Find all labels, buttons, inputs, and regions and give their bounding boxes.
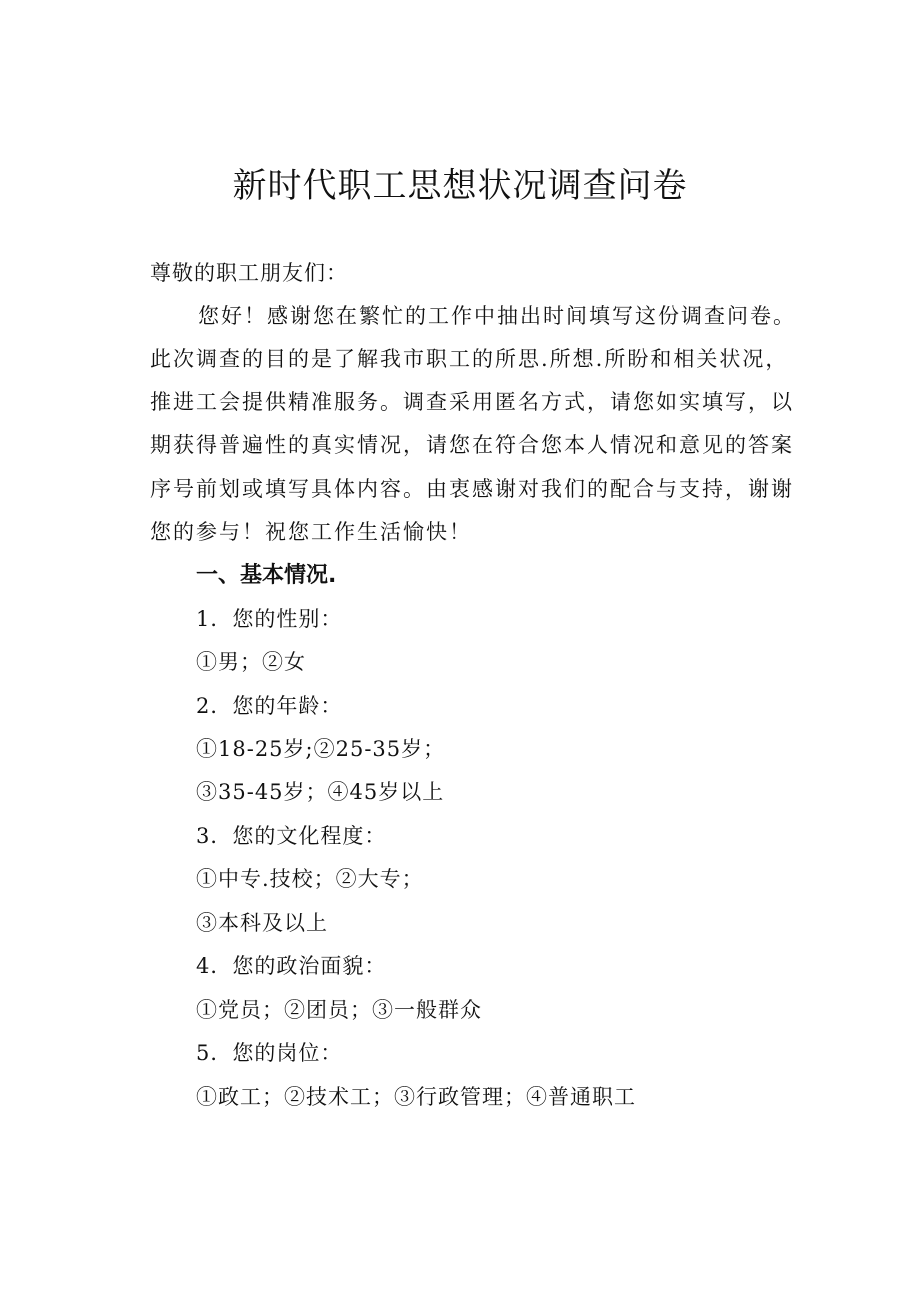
options-education: ①中专.技校；②大专； (196, 867, 424, 891)
options-age: ③35-45岁；④45岁以上 (196, 780, 445, 804)
question-education: 3．您的文化程度： (196, 824, 387, 848)
question-age: 2．您的年龄： (196, 694, 343, 718)
options-position: ①政工；②技术工；③行政管理；④普通职工 (196, 1085, 636, 1109)
question-political-status: 4．您的政治面貌： (196, 954, 387, 978)
intro-line: 您的参与！祝您工作生活愉快！ (150, 520, 472, 544)
intro-line: 此次调查的目的是了解我市职工的所思.所想.所盼和相关状况， (150, 347, 789, 371)
intro-line: 期获得普遍性的真实情况，请您在符合您本人情况和意见的答案 (150, 433, 794, 457)
question-gender: 1．您的性别： (196, 607, 343, 631)
document-title: 新时代职工思想状况调查问卷 (232, 166, 688, 206)
intro-line: 序号前划或填写具体内容。由衷感谢对我们的配合与支持，谢谢 (150, 477, 794, 501)
intro-line: 推进工会提供精准服务。调查采用匿名方式，请您如实填写，以 (150, 390, 794, 414)
options-education: ③本科及以上 (196, 911, 328, 935)
greeting: 尊敬的职工朋友们： (150, 261, 348, 285)
options-age: ①18-25岁;②25-35岁； (196, 737, 446, 761)
options-political-status: ①党员；②团员；③一般群众 (196, 998, 482, 1022)
question-position: 5．您的岗位： (196, 1041, 343, 1065)
intro-line: 您好！感谢您在繁忙的工作中抽出时间填写这份调查问卷。 (198, 304, 796, 328)
section-heading: 一、基本情况. (196, 563, 337, 588)
options-gender: ①男；②女 (196, 650, 306, 674)
